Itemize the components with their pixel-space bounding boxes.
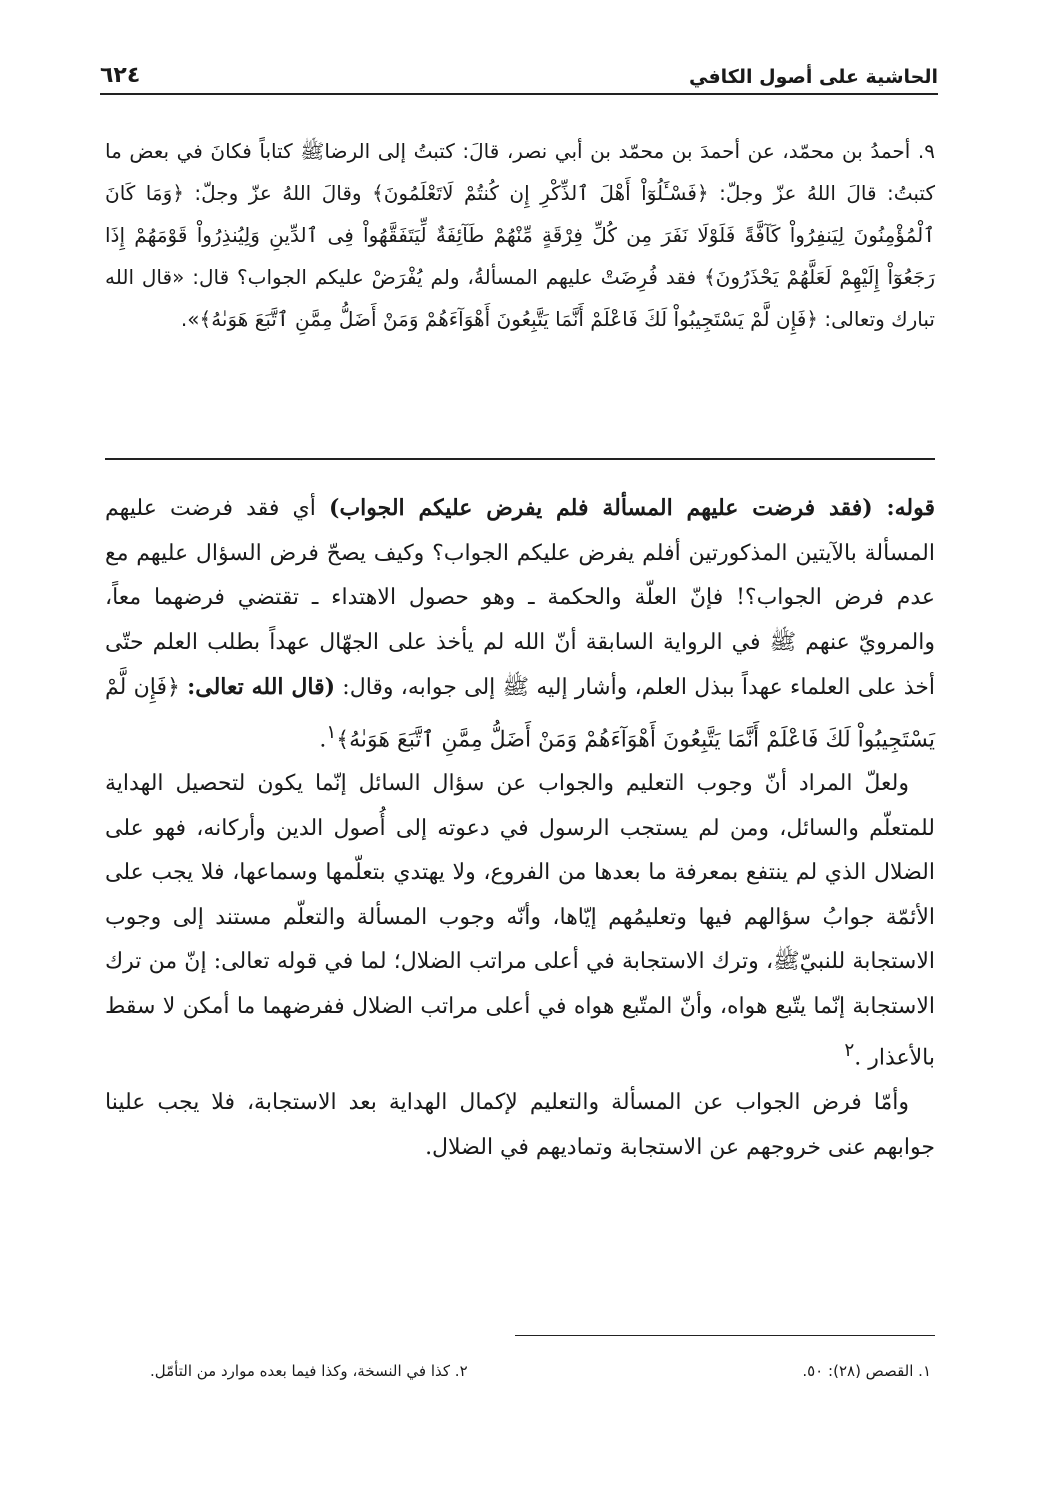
header-divider — [100, 93, 938, 95]
commentary-text: ولعلّ المراد أنّ وجوب التعليم والجواب عن سؤال السائل إنّما يكون لتحصيل الهداية للمتعلّم والسائل، ومن لم يستجب الرسول في دعوته إلى أُصول الدين وأركانه، فهو على الضلال الذي لم ينتفع بمعرفة ما بعدها من الفروع، ولا يهتدي بتعلّمها وسماعها، فلا يجب على الأئمّة جوابُ سؤالهم فيها وتعليمُهم إيّاها، وأنّه وجوب المسألة والتعلّم مستند إلى وجوب الاستجابة للنبيّﷺ، وترك الاستجابة في أعلى مراتب الضلال؛ لما في قوله تعالى: إنّ من ترك الاستجابة إنّما يتّبع هواه، وأنّ المتّبع هواه في أعلى مراتب الضلال ففرضهما ما أمكن لا سقط بالأعذار — [105, 771, 935, 1071]
commentary-paragraph-1 — [105, 486, 935, 762]
quote-intro: (قال الله تعالى: — [187, 674, 336, 700]
quran-quote: ﴿فَإِن لَّمْ يَسْتَجِيبُواْ لَكَ فَاعْلَمْ أَنَّمَا يَتَّبِعُونَ أَهْوَآءَهُمْ وَمَنْ أَضَلُّ مِمَّنِ ٱتَّبَعَ هَوَىٰهُ﴾ — [105, 675, 935, 752]
running-title: الحاشية على أصول الكافي — [688, 66, 938, 88]
footnote-2: ٢. كذا في النسخة، وكذا فيما بعده موارد من التأمّل. — [150, 1362, 468, 1380]
page-number: ٦٢٤ — [100, 63, 141, 88]
commentary-paragraph-2: ولعلّ المراد أنّ وجوب التعليم والجواب عن سؤال السائل إنّما يكون لتحصيل الهداية للمتعلّم والسائل، ومن لم يستجب الرسول في دعوته إلى أُصول الدين وأركانه، فهو على الضلال الذي لم ينتفع بمعرفة ما بعدها من الفروع، ولا يهتدي بتعلّمها وسماعها، فلا يجب على الأئمّة جوابُ سؤالهم فيها وتعليمُهم إيّاها، وأنّه وجوب المسألة والتعلّم مستند إلى وجوب الاستجابة للنبيّﷺ، وترك الاستجابة في أعلى مراتب الضلال؛ لما في قوله تعالى: إنّ من ترك الاستجابة إنّما يتّبع هواه، وأنّ المتّبع هواه في أعلى مراتب الضلال ففرضهما ما أمكن لا سقط بالأعذار .$^٢$ — [105, 771, 935, 1071]
footnote-1: ١. القصص (٢٨): ٥٠. — [802, 1362, 931, 1380]
section-divider — [105, 458, 935, 460]
commentary-body — [105, 486, 935, 1170]
commentary-lemma: قوله: (فقد فرضت عليهم المسألة فلم يفرض عليكم الجواب) — [329, 495, 935, 521]
sentence-end: . — [319, 726, 327, 752]
commentary-paragraph-3: وأمّا فرض الجواب عن المسألة والتعليم لإكمال الهداية بعد الاستجابة، فلا يجب علينا جوابهم عنى خروجهم عن الاستجابة وتماديهم في الضلال. — [105, 1090, 935, 1160]
footnote-divider — [515, 1335, 935, 1336]
running-header — [100, 48, 938, 88]
hadith-text: ٩. أحمدُ بن محمّد، عن أحمدَ بن محمّد بن أبي نصر، قالَ: كتبتُ إلى الرضاﷺ كتاباً فكانَ في بعض ما كتبتُ: قالَ اللهُ عزّ وجلّ: ﴿فَسْـَٔلُوٓاْ أَهْلَ ٱلذِّكْرِ إِن كُنتُمْ لَاتَعْلَمُونَ﴾ وقالَ اللهُ عزّ وجلّ: ﴿وَمَا كَانَ ٱلْمُؤْمِنُونَ لِيَنفِرُواْ كَآفَّةً فَلَوْلَا نَفَرَ مِن كُلِّ فِرْقَةٍ مِّنْهُمْ طَآئِفَةٌ لِّيَتَفَقَّهُواْ فِى ٱلدِّينِ وَلِيُنذِرُواْ قَوْمَهُمْ إِذَا رَجَعُوٓاْ إِلَيْهِمْ لَعَلَّهُمْ يَحْذَرُونَ﴾ فقد فُرِضَتْ عليهم المسألةُ، ولم يُفْرَضْ عليكم الجواب؟ قال: «قال الله تبارك وتعالى: ﴿فَإِن لَّمْ يَسْتَجِيبُواْ لَكَ فَاعْلَمْ أَنَّمَا يَتَّبِعُونَ أَهْوَآءَهُمْ وَمَنْ أَضَلُّ مِمَّنِ ٱتَّبَعَ هَوَىٰهُ﴾». — [105, 139, 935, 331]
footnotes — [150, 1362, 931, 1380]
footnote-ref-1[interactable]: ١ — [326, 721, 337, 743]
commentary-text: أي فقد فرضت عليهم المسألة بالآيتين المذكورتين أفلم يفرض عليكم الجواب؟ وكيف يصحّ فرض السؤال عليهم مع عدم فرض الجواب؟! فإنّ العلّة والحكمة ـ وهو حصول الاهتداء ـ تقتضي فرضهما معاً، والمرويّ عنهم ﷺ في الرواية السابقة أنّ الله لم يأخذ على الجهّال عهداً بطلب العلم حتّى أخذ على العلماء عهداً ببذل العلم، وأشار إليه ﷺ إلى جوابه، وقال: — [105, 496, 935, 700]
footnote-ref-2[interactable]: ٢ — [844, 1040, 855, 1062]
